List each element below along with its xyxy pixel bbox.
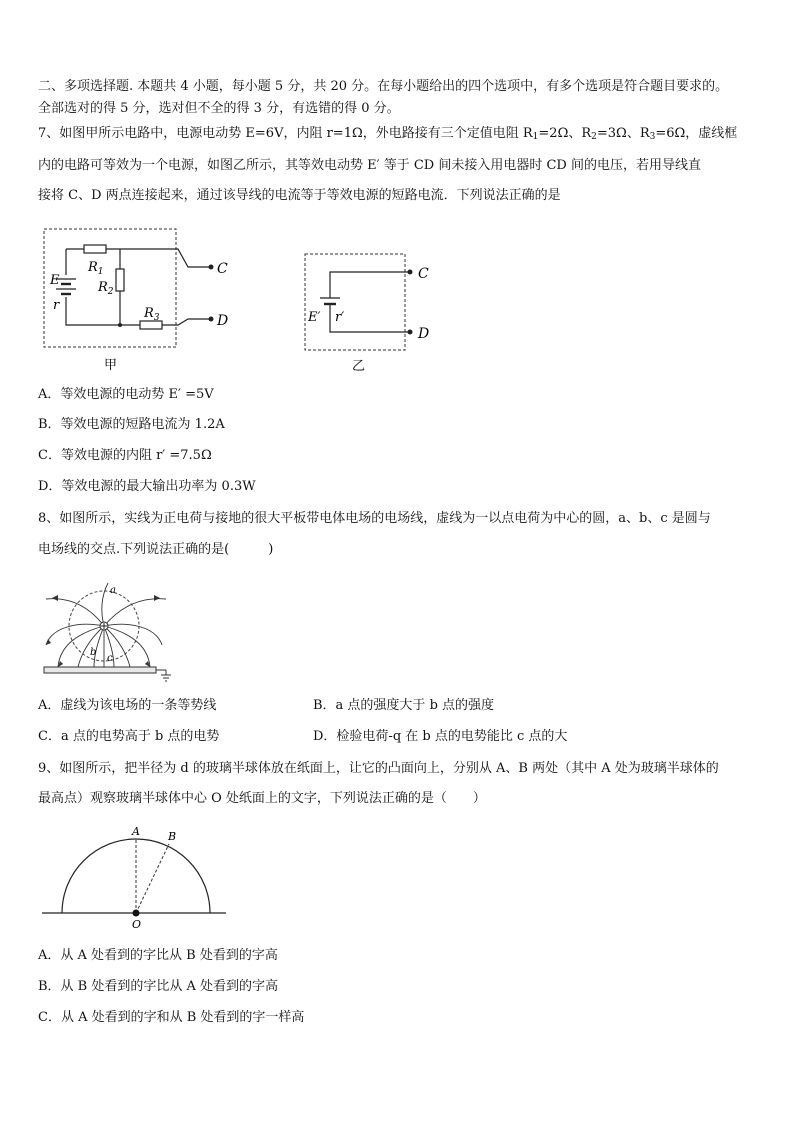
section-heading-line2: 全部选对的得 5 分，选对但不全的得 3 分，有选错的得 0 分。: [38, 101, 400, 116]
q7-option-b: B．等效电源的短路电流为 1.2A: [38, 417, 225, 432]
fig1-c-label: C: [217, 261, 228, 277]
fig8-c-label: c: [107, 653, 113, 664]
q7-option-d: D．等效电源的最大输出功率为 0.3W: [38, 479, 256, 494]
fig1-d-label: D: [217, 313, 229, 329]
q9-option-c: C．从 A 处看到的字和从 B 处看到的字一样高: [38, 1010, 305, 1025]
fig1-e-label: E: [50, 273, 60, 288]
q8-option-c: C．a 点的电势高于 b 点的电势: [38, 729, 220, 744]
fig1-r2-label: $R_2$: [98, 280, 114, 297]
q7-figure-equivalent-yi: [300, 250, 450, 375]
section-heading-line1: 二、多项选择题. 本题共 4 小题，每小题 5 分，共 20 分。在每小题给出的四个选项中，有多个选项是符合题目要求的。: [38, 79, 729, 94]
q9-stem-line2: 最高点）观察玻璃半球体中心 O 处纸面上的文字，下列说法正确的是（ ）: [38, 791, 486, 806]
q7-text-d: =6Ω，虚线框: [655, 126, 738, 141]
q8-option-b: B．a 点的强度大于 b 点的强度: [313, 698, 495, 713]
q8-option-d: D．检验电荷-q 在 b 点的电势能比 c 点的大: [313, 729, 568, 744]
q7-text-b: =2Ω、R: [538, 126, 592, 141]
fig1-r1-label: $R_1$: [88, 260, 104, 277]
fig1-caption: 甲: [104, 358, 118, 373]
fig2-caption: 乙: [352, 359, 366, 374]
grounded-plate: [44, 667, 156, 673]
q7-stem-line1: [38, 124, 737, 147]
fig1-r3-label: $R_3$: [144, 306, 160, 323]
fig2-c-label: C: [418, 266, 429, 282]
q7-option-c: C．等效电源的内阻 r′ =7.5Ω: [38, 448, 212, 463]
q9-option-a: A．从 A 处看到的字比从 B 处看到的字高: [38, 948, 278, 963]
fig9-a-label: A: [132, 825, 140, 838]
fig8-b-label: b: [90, 647, 97, 658]
q7-sub3: 3: [649, 132, 656, 142]
q7-stem-line3: 接将 C、D 两点连接起来，通过该导线的电流等于等效电源的短路电流．下列说法正确的是: [38, 188, 561, 203]
q7-sub1: 1: [532, 132, 539, 142]
q7-figure-circuit-jia: [40, 225, 240, 375]
fig2-d-label: D: [418, 326, 430, 342]
fig9-b-label: B: [168, 830, 177, 843]
fig2-r-label: r′: [335, 310, 345, 325]
fig1-r-label: r: [53, 298, 60, 313]
fig8-a-label: a: [110, 585, 116, 596]
q9-stem-line1: 9、如图所示，把半径为 d 的玻璃半球体放在纸面上，让它的凸面向上，分别从 A、B 两处（其中 A 处为玻璃半球体的: [38, 761, 719, 776]
q8-option-a: A．虚线为该电场的一条等势线: [38, 698, 217, 713]
q7-stem-line2: 内的电路可等效为一个电源，如图乙所示，其等效电动势 E′ 等于 CD 间未接入用电器时 CD 间的电压，若用导线直: [38, 158, 701, 173]
q7-text-c: =3Ω、R: [596, 126, 650, 141]
r1-resistor: [84, 245, 106, 253]
q8-stem-line1: 8、如图所示，实线为正电荷与接地的很大平板带电体电场的电场线，虚线为一以点电荷为中心的圆，a、b、c 是圆与: [38, 511, 711, 526]
q8-stem-line2: 电场线的交点.下列说法正确的是( ): [38, 542, 274, 557]
q9-figure-hemisphere: [38, 820, 238, 935]
fig2-e-label: E′: [308, 310, 321, 325]
q7-number: 7、: [38, 126, 60, 141]
q7-text-a: 如图甲所示电路中，电源电动势 E=6V，内阻 r=1Ω，外电路接有三个定值电阻 R: [59, 126, 533, 141]
q7-option-a: A．等效电源的电动势 E′ =5V: [38, 387, 214, 402]
q9-option-b: B．从 B 处看到的字比从 A 处看到的字高: [38, 979, 279, 994]
q8-figure-field-lines: [38, 575, 178, 685]
fig9-o-label: O: [132, 918, 142, 931]
q7-sub2: 2: [591, 132, 597, 142]
r2-resistor: [116, 269, 124, 291]
